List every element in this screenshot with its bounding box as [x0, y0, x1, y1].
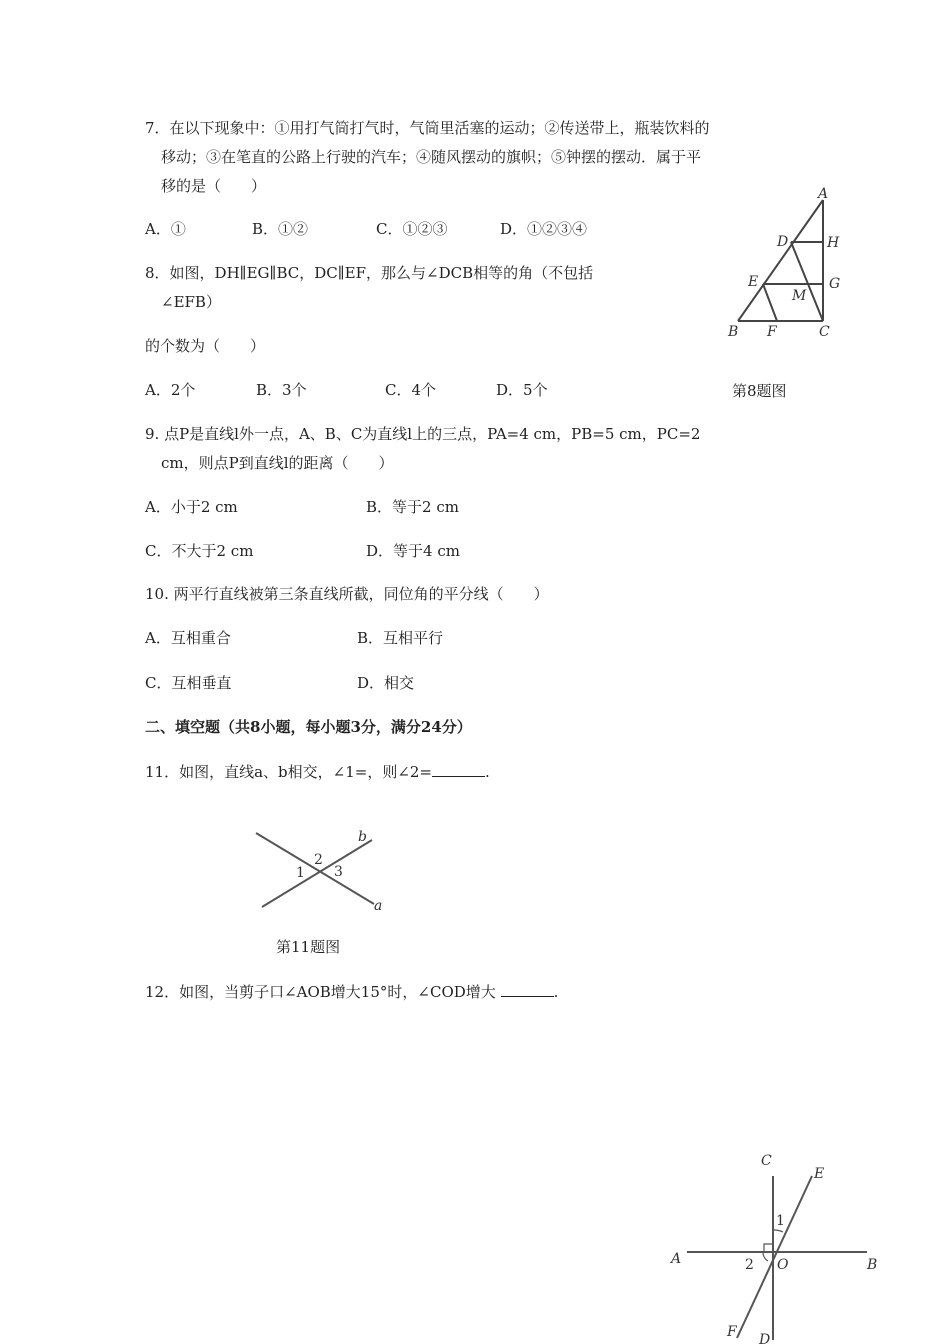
label-a: A — [671, 1251, 682, 1267]
q8-line1: 8．如图，DH∥EG∥BC，DC∥EF，那么与∠DCB相等的角（不包括 — [145, 264, 594, 282]
q7-option-d: D．①②③④ — [500, 220, 588, 238]
q12-text: 12．如图，当剪子口∠AOB增大15°时，∠COD增大 — [145, 983, 496, 1001]
q10-option-a: A．互相重合 — [145, 629, 231, 647]
q8-figure — [720, 182, 850, 344]
q12-figure — [665, 1148, 885, 1344]
label-o: O — [777, 1257, 789, 1273]
label-f: F — [767, 324, 777, 340]
q9-option-a: A．小于2 cm — [145, 498, 238, 516]
label-3: 3 — [334, 864, 343, 880]
q7-line1: 7．在以下现象中：①用打气筒打气时，气筒里活塞的运动；②传送带上，瓶装饮料的 — [145, 119, 710, 137]
q10-line1: 10. 两平行直线被第三条直线所截，同位角的平分线（ ） — [145, 585, 549, 603]
q11-line — [145, 761, 490, 782]
q9-line1: 9. 点P是直线l外一点，A、B、C为直线l上的三点，PA=4 cm，PB=5 cm，PC=2 — [145, 425, 701, 443]
label-c: C — [819, 324, 830, 340]
segment-ab — [738, 200, 823, 321]
label-1: 1 — [296, 865, 305, 881]
q10-option-d: D．相交 — [357, 674, 415, 692]
q11-end: . — [485, 763, 490, 781]
label-e: E — [814, 1166, 825, 1182]
q7-line2: 移动；③在笔直的公路上行驶的汽车；④随风摆动的旗帜；⑤钟摆的摆动．属于平 — [161, 148, 702, 166]
label-a: a — [374, 898, 383, 914]
segment-dc — [791, 242, 823, 321]
line-a — [256, 833, 374, 904]
label-d: D — [759, 1332, 771, 1344]
q9-line2: cm，则点P到直线l的距离（ ） — [161, 454, 394, 472]
q8-option-d: D．5个 — [496, 381, 548, 399]
q8-option-a: A．2个 — [145, 381, 196, 399]
angle-2-arc — [763, 1252, 768, 1261]
q12-line — [145, 981, 558, 1002]
label-g: G — [829, 276, 841, 292]
q8-line2: ∠EFB） — [161, 293, 221, 311]
label-b: b — [358, 829, 367, 845]
q9-option-d: D．等于4 cm — [366, 542, 460, 560]
label-f: F — [727, 1324, 737, 1340]
q9-option-b: B．等于2 cm — [366, 498, 459, 516]
section-2-title: 二、填空题（共8小题，每小题3分，满分24分） — [145, 718, 472, 736]
label-2: 2 — [745, 1257, 754, 1273]
q7-option-a: A．① — [145, 220, 186, 238]
label-1: 1 — [776, 1213, 785, 1229]
q8-line3: 的个数为（ ） — [145, 337, 266, 355]
right-angle-mark — [764, 1244, 773, 1252]
segment-ef — [763, 284, 777, 321]
q11-figure-caption: 第11题图 — [276, 938, 341, 956]
label-b: B — [728, 324, 739, 340]
q8-option-c: C．4个 — [385, 381, 437, 399]
label-h: H — [827, 235, 840, 251]
label-e: E — [748, 274, 759, 290]
q12-end: . — [553, 983, 559, 1001]
q7-line3: 移的是（ ） — [161, 177, 267, 195]
angle-1-arc — [773, 1230, 783, 1232]
q9-option-c: C．不大于2 cm — [145, 542, 254, 560]
q11-figure — [250, 822, 390, 914]
q8-figure-caption: 第8题图 — [732, 382, 787, 400]
q7-option-c: C．①②③ — [376, 220, 448, 238]
label-c: C — [761, 1153, 772, 1169]
q11-text: 11．如图，直线a、b相交，∠1=，则∠2= — [145, 763, 432, 781]
q8-option-b: B．3个 — [256, 381, 307, 399]
q11-answer-blank[interactable] — [432, 761, 485, 777]
q12-answer-blank[interactable] — [501, 981, 554, 997]
q10-option-c: C．互相垂直 — [145, 674, 232, 692]
q7-option-b: B．①② — [252, 220, 309, 238]
q10-option-b: B．互相平行 — [357, 629, 444, 647]
label-m: M — [792, 288, 807, 304]
label-a: A — [818, 186, 829, 202]
label-d: D — [777, 234, 789, 250]
label-2: 2 — [314, 852, 323, 868]
label-b: B — [867, 1257, 878, 1273]
line-b — [262, 840, 372, 907]
